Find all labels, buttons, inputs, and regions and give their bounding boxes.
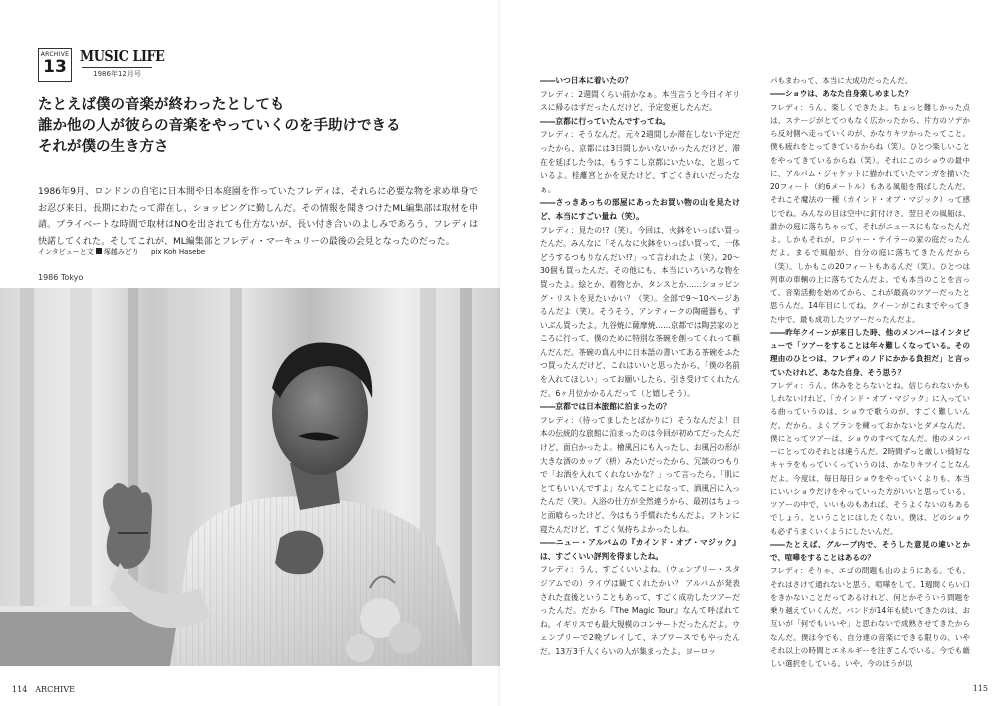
interview-column-1: [540, 74, 740, 659]
folio-right: 115: [972, 684, 988, 693]
question: ――たとえば、グループ内で、そうした意見の違いとかで、喧嘩をすることはあるの？: [770, 539, 970, 562]
question: ――さっきあっちの部屋にあったお買い物の山を見たけど、本当にすごい量ね（笑）。: [540, 198, 740, 221]
photo-caption: 1986 Tokyo: [38, 273, 84, 282]
photo-credit: pix Koh Hasebe: [150, 248, 206, 256]
question: ――昨年クイーンが来日した時、他のメンバーはインタビューで「ツアーをすることは年々難しくなっている。その理由のひとつは、フレディのノドにかかる負担だ」と言っていたけれど、あなた自身、そう思う？: [770, 327, 970, 377]
answer: フレディ：うん、休みをとらないとね。信じられないかもしれないけれど、「カインド・オブ・マジック」に入っている曲っていうのは、ショウで歌うのが、すごく難しいんだ。だから、よくプランを練っておかないとダメなんだ。僕にとってツアーは、ショウのすべてなんだ。他のメンバーにとってのそれとは違うんだ。2時間ずっと厳しい綺好なキャラをもっていくっていうのは、かなりキツイことなんだよ。今度は、毎日毎日ショウをやっていくよりも、本当にいいショウだけをやっていった方がいいと思っている。ツアーの中で、いいものもあれば、そうよくないのもあるでしょう、ということにはしたくない。僕は、どのショウも必ずうまくいくようにしたいんだ。: [770, 380, 970, 536]
article-headline: [38, 95, 478, 158]
lead-paragraph: 1986年9月、ロンドンの自宅に日本間や日本庭園を作っていたフレディは、それらに必要な物を求め単身でお忍び来日、長期にわたって滞在し、ショッピングに勤しんだ。その情報を聞きつけたML編集部は取材を申請。プライベートな時間で取材はNOを出されても仕方ないが、長い付き合いのよしみであろう、フレディは快諾してくれた。そしてこれが、ML編集部とフレディ・マーキュリーの最後の会見となったのだった。: [38, 187, 478, 247]
question: ――ニュー・アルバムの『カインド・オブ・マジック』は、すごくいい評判を得ましたね。: [540, 538, 740, 561]
answer: フレディ：そりゃ、エゴの問題も山のようにある。でも、それはさけて通れないと思う。喧嘩をして、1週間くらい口をきかないことだってあるけれど、何とかそういう問題を乗り越えていくんだ。バンドが14年も続いてきたのは、お互いが「何でもいいや」と思わないで成熟させてきたからなんだ。僕は今でも、自分達の音楽にできる限りの、いやそれ以上の時間とエネルギーを注ぎこんでいる。今でも厳しい選択をしている。いや、今のほうが以: [770, 566, 970, 668]
answer: フレディ：2週間くらい前かなぁ。本当言うと今日イギリスに帰るはずだったんだけど、予定変更したんだ。: [540, 89, 740, 113]
article-credits: [38, 247, 205, 257]
interview-column-2: [770, 74, 970, 670]
answer: フレディ：そうなんだ。元々2週間しか滞在しない予定だったから、京都には3日間しかいないかったんだけど、滞在を延ばした今は、もうすこし京都にいたいな、と思っているよ。桂離宮とかを見たけど、すごくきれいだったなぁ。: [540, 130, 740, 194]
answer: フレディ：うん、楽しくできたよ。ちょっと難しかった点は、ステージがとてつもなく広かったから、片方のソデから反対側へ走っていくのが、かなりキツかったってこと。僕も疲れをとってきているからね（笑）。ひとつ楽しいことをやってきているからね（笑）。それにこのショウの最中に、アルバム・ジャケットに描かれていたマンガを描いた20フィート（約6メートル）もある風船を飛ばしたんだ。それこそ魔法の一種（カインド・オブ・マジック）って感じでね。みんなの目は空中に釘付けさ。翌日その風船は、誰かの庭に落ちちゃって、それがニュースにもなったんだよ。しかもそれが、ロジャー・テイラーの家の庭だったんだよ。まるで風船が、自分の庭に落ちてきたんだから（笑）。しかもこの20フィートもあるんだ（笑）。ひとつは列車の車輌の上に落ちてたんだよ。でも本当のことを言って、音楽活動を始めてから、これが最高のツアーだったと思うんだ。14年目にしてね。クイーンがこれまでやってきた中で、最も成功したツアーだったんだよ。: [770, 102, 970, 324]
interview-label: インタビューと文: [38, 248, 94, 256]
archive-label: ARCHIVE: [40, 51, 70, 58]
folio-left: 114 ARCHIVE: [12, 685, 75, 694]
archive-number: 13: [43, 57, 67, 77]
answer: フレディ：うん、すごくいいよね。（ウェンブリー・スタジアムでの）ライヴは観てくれたかい？ アルバムが発表された直後ということもあって、すごく成功したツアーだったんだ。だから『The Magic Tour』なんて呼ばれてね。イギリスでも最大規模のコンサートだったんだよ。ウェンブリーで2晩プレイして、ネブワースでもやったんだ。13万3千人くらいの人が集まったよ。ヨーロッ: [540, 565, 740, 656]
square-bullet-icon: [96, 248, 102, 254]
magazine-logo: MUSIC LIFE: [80, 47, 165, 65]
answer: パもまわって、本当に大成功だったんだ。: [770, 76, 913, 85]
question: ――京都に行っていたんですってね。: [540, 116, 671, 126]
headline-line-1: たとえば僕の音楽が終わったとしても: [38, 97, 285, 113]
archive-badge: [38, 48, 72, 82]
issue-date: 1986年12月号: [82, 67, 152, 79]
headline-line-3: それが僕の生き方さ: [38, 139, 169, 155]
writer-name: 塚越みどり: [103, 248, 139, 256]
question: ――いつ日本に着いたの？: [540, 76, 633, 85]
headline-line-2: 誰か他の人が彼らの音楽をやっていくのを手助けできる: [38, 118, 401, 134]
answer: フレディ：（待ってましたとばかりに）そうなんだよ！日本の伝統的な旅館に泊まったのは今回が初めてだったんだけど、面白かったよ。檜風呂にも入ったし、お風呂の形が大きな酒のカップ（枡）みたいだったから、冗談のつもりで「お酒を入れてくれないかな？」って言ったら、「肌にとてもいいんですよ」なんてことになって、酒風呂に入ったんだ（笑）。入浴の仕方が全然違うから、最初はちょっと面喰らったけど、今はもう手慣れたもんだよ。フトンに寝たんだけど、すごく気持ちよかったしね。: [540, 415, 740, 534]
portrait-illustration: [0, 288, 500, 666]
answer: フレディ：見たの!?（笑）。今回は、火鉢をいっぱい買ったんだ。みんなに「そんなに火鉢をいっぱい買って、一体どうするつもりなんだい!?」って言われたよ（笑）。20～30個も買ったんだ。その他にも、本当にいろいろな物を買ったよ。絵とか、着物とか、タンスとか……ショッピング・リストを見たいかい？（笑）。全部で9～10ページあるんだよ（笑）。そうそう、アンティークの陶磁器も、ずいぶん買ったよ。九谷焼に薩摩焼……京都では陶芸家のところに行って、僕のために特別な茶碗を創ってくれって頼んだんだ。茶碗の真ん中に日本語の書いてある茶碗をふたつ買ったんだけど、これはいいと思ったから、「僕の名前を入れてほしい」ってお願いしたら、引き受けてくれたんだ。6ヶ月位かかるんだって（と嬉しそう）。: [540, 225, 740, 398]
question: ――ショウは、あなた自身楽しめました？: [770, 89, 913, 99]
portrait-photo: [0, 288, 500, 666]
question: ――京都では日本旅館に泊まったの？: [540, 402, 671, 412]
